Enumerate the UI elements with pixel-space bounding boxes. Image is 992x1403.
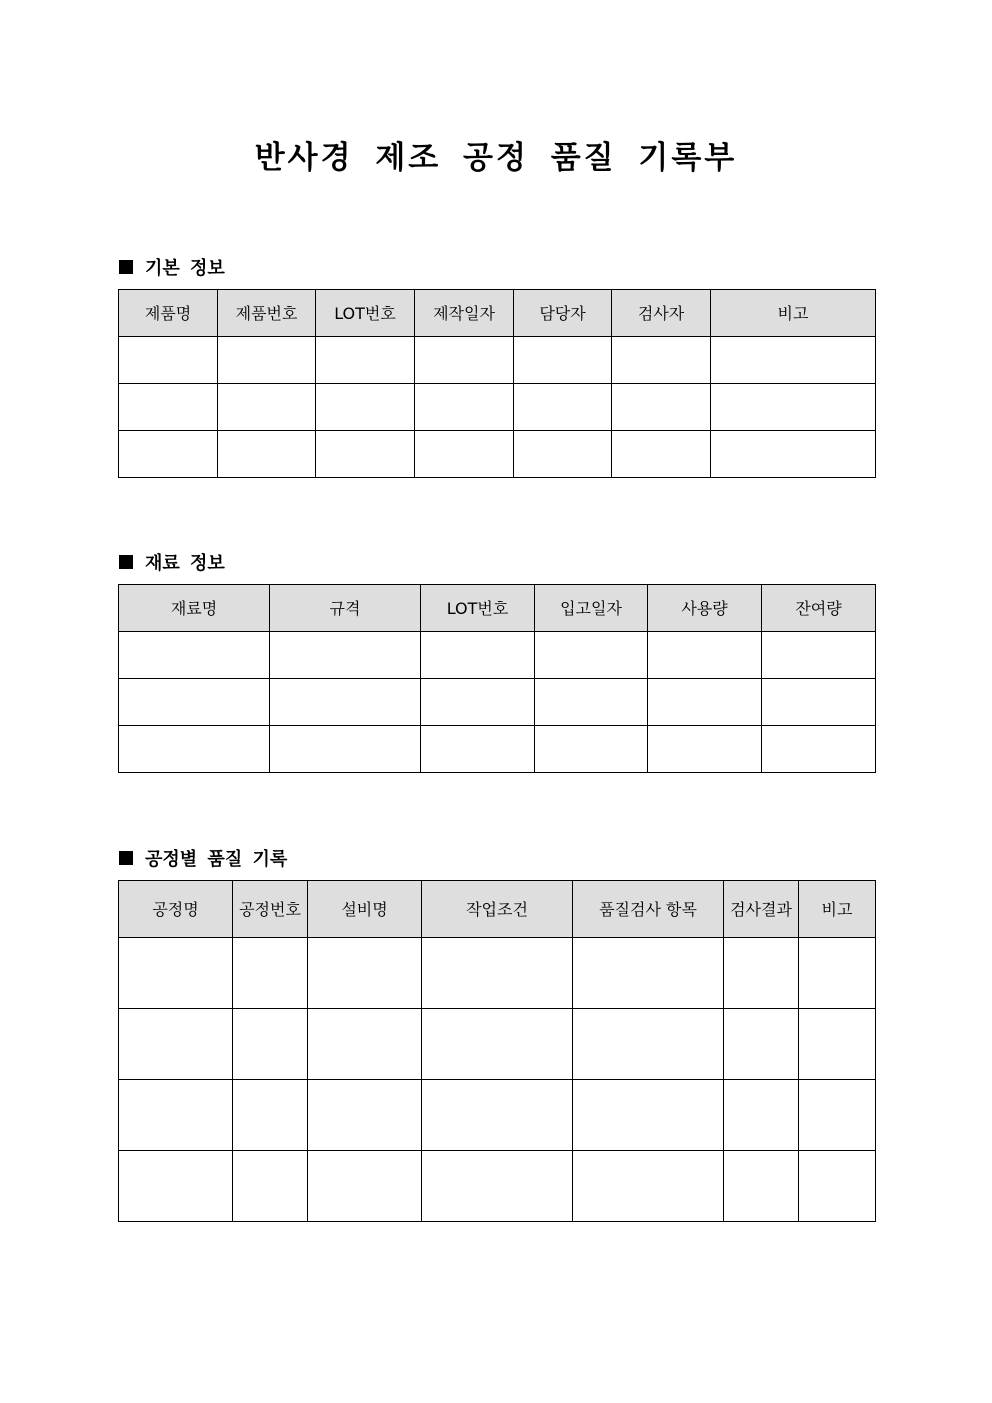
table-cell[interactable] <box>648 632 762 679</box>
column-header: 설비명 <box>308 881 422 938</box>
table-cell[interactable] <box>308 1151 422 1222</box>
table-cell[interactable] <box>514 337 612 384</box>
table-cell[interactable] <box>218 337 316 384</box>
document-title: 반사경 제조 공정 품질 기록부 <box>254 140 738 176</box>
table-cell[interactable] <box>119 337 218 384</box>
basic-info-table <box>118 289 876 478</box>
table-row <box>119 1080 876 1151</box>
table-cell[interactable] <box>724 1080 799 1151</box>
table-cell[interactable] <box>308 1080 422 1151</box>
table-cell[interactable] <box>514 431 612 478</box>
table-row <box>119 726 876 773</box>
column-header: LOT번호 <box>421 585 535 632</box>
column-header: 재료명 <box>119 585 270 632</box>
table-cell[interactable] <box>415 431 514 478</box>
table-cell[interactable] <box>119 384 218 431</box>
table-cell[interactable] <box>799 938 876 1009</box>
table-cell[interactable] <box>316 337 415 384</box>
table-cell[interactable] <box>648 679 762 726</box>
table-cell[interactable] <box>535 632 648 679</box>
table-cell[interactable] <box>233 1080 308 1151</box>
section-heading-material-info <box>119 549 225 575</box>
column-header: 입고일자 <box>535 585 648 632</box>
table-header-row <box>119 585 876 632</box>
table-cell[interactable] <box>421 726 535 773</box>
column-header: 공정명 <box>119 881 233 938</box>
table-cell[interactable] <box>573 1080 724 1151</box>
table-cell[interactable] <box>573 1151 724 1222</box>
column-header: 검사결과 <box>724 881 799 938</box>
table-cell[interactable] <box>415 384 514 431</box>
column-header: 공정번호 <box>233 881 308 938</box>
table-cell[interactable] <box>711 337 876 384</box>
table-cell[interactable] <box>799 1151 876 1222</box>
column-header: 제품명 <box>119 290 218 337</box>
table-cell[interactable] <box>514 384 612 431</box>
section-heading-basic-info <box>119 254 225 280</box>
section-heading-label: 재료 정보 <box>145 553 225 574</box>
table-cell[interactable] <box>421 632 535 679</box>
table-cell[interactable] <box>422 1009 573 1080</box>
table-cell[interactable] <box>648 726 762 773</box>
column-header: 비고 <box>711 290 876 337</box>
process-quality-table <box>118 880 876 1222</box>
table-row <box>119 337 876 384</box>
column-header: 비고 <box>799 881 876 938</box>
table-cell[interactable] <box>270 679 421 726</box>
table-cell[interactable] <box>218 431 316 478</box>
table-cell[interactable] <box>724 938 799 1009</box>
table-row <box>119 938 876 1009</box>
table-cell[interactable] <box>270 632 421 679</box>
square-bullet-icon <box>119 260 133 274</box>
column-header: 규격 <box>270 585 421 632</box>
table-header-row <box>119 881 876 938</box>
table-cell[interactable] <box>119 679 270 726</box>
table-cell[interactable] <box>573 938 724 1009</box>
table-cell[interactable] <box>119 1151 233 1222</box>
table-cell[interactable] <box>270 726 421 773</box>
table-row <box>119 679 876 726</box>
table-row <box>119 431 876 478</box>
table-cell[interactable] <box>711 384 876 431</box>
square-bullet-icon <box>119 555 133 569</box>
table-cell[interactable] <box>119 1009 233 1080</box>
table-cell[interactable] <box>233 1009 308 1080</box>
table-cell[interactable] <box>422 1151 573 1222</box>
table-cell[interactable] <box>308 938 422 1009</box>
table-row <box>119 1009 876 1080</box>
material-info-table <box>118 584 876 773</box>
table-cell[interactable] <box>316 431 415 478</box>
table-cell[interactable] <box>799 1080 876 1151</box>
table-row <box>119 384 876 431</box>
table-cell[interactable] <box>762 632 876 679</box>
table-cell[interactable] <box>233 938 308 1009</box>
section-heading-label: 공정별 품질 기록 <box>145 849 288 870</box>
table-cell[interactable] <box>308 1009 422 1080</box>
table-cell[interactable] <box>612 431 711 478</box>
table-cell[interactable] <box>422 938 573 1009</box>
table-cell[interactable] <box>415 337 514 384</box>
column-header: 품질검사 항목 <box>573 881 724 938</box>
table-row <box>119 632 876 679</box>
table-cell[interactable] <box>711 431 876 478</box>
table-cell[interactable] <box>119 1080 233 1151</box>
column-header: LOT번호 <box>316 290 415 337</box>
table-row <box>119 1151 876 1222</box>
table-cell[interactable] <box>535 726 648 773</box>
table-cell[interactable] <box>316 384 415 431</box>
table-cell[interactable] <box>799 1009 876 1080</box>
column-header: 담당자 <box>514 290 612 337</box>
square-bullet-icon <box>119 851 133 865</box>
table-cell[interactable] <box>612 337 711 384</box>
column-header: 잔여량 <box>762 585 876 632</box>
column-header: 사용량 <box>648 585 762 632</box>
table-cell[interactable] <box>724 1151 799 1222</box>
table-cell[interactable] <box>119 632 270 679</box>
table-cell[interactable] <box>422 1080 573 1151</box>
table-cell[interactable] <box>421 679 535 726</box>
table-cell[interactable] <box>762 726 876 773</box>
table-cell[interactable] <box>119 431 218 478</box>
table-cell[interactable] <box>724 1009 799 1080</box>
column-header: 제품번호 <box>218 290 316 337</box>
table-header-row <box>119 290 876 337</box>
column-header: 검사자 <box>612 290 711 337</box>
table-cell[interactable] <box>535 679 648 726</box>
table-cell[interactable] <box>218 384 316 431</box>
column-header: 제작일자 <box>415 290 514 337</box>
table-cell[interactable] <box>612 384 711 431</box>
section-heading-process-quality <box>119 845 287 871</box>
section-heading-label: 기본 정보 <box>145 258 225 279</box>
table-cell[interactable] <box>119 938 233 1009</box>
table-cell[interactable] <box>573 1009 724 1080</box>
table-cell[interactable] <box>233 1151 308 1222</box>
table-cell[interactable] <box>119 726 270 773</box>
column-header: 작업조건 <box>422 881 573 938</box>
table-cell[interactable] <box>762 679 876 726</box>
